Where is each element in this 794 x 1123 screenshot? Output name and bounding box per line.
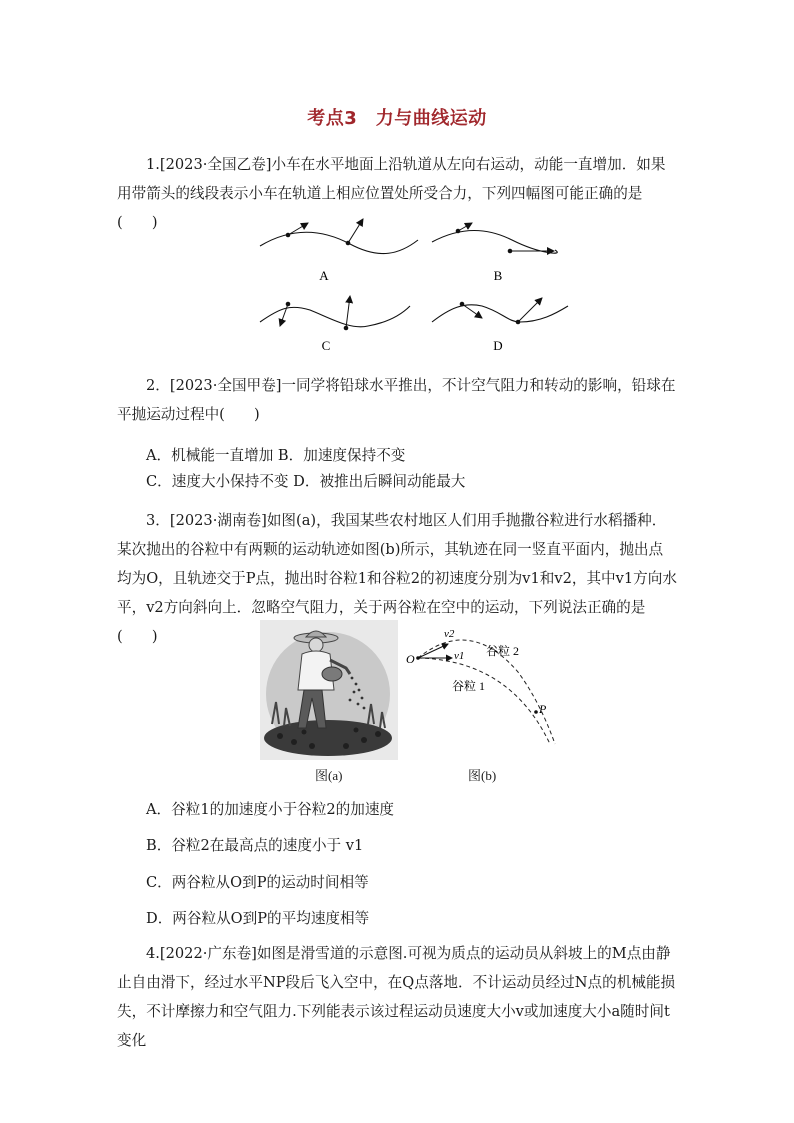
diagram-b-track	[432, 231, 557, 254]
question-1-text: 1.[2023·全国乙卷]小车在水平地面上沿轨道从左向右运动，动能一直增加．如果用带箭头的线段表示小车在轨道上相应位置处所受合力，下列四幅图可能正确的是( )	[117, 156, 666, 231]
label-grain-2: 谷粒 2	[486, 644, 520, 658]
q3-option-d: D．两谷粒从O到P的平均速度相等	[146, 910, 370, 927]
q1-diagrams	[250, 218, 580, 358]
label-grain-1: 谷粒 1	[452, 679, 486, 693]
fig-b-diagram	[400, 622, 570, 757]
page-title: 考点3 力与曲线运动	[307, 108, 487, 129]
label-v1: v1	[454, 650, 465, 662]
diagram-label-a: A	[319, 268, 329, 283]
diagram-a-track	[260, 232, 418, 253]
label-point-p: P	[539, 702, 547, 716]
question-3-text: 3．[2023·湖南卷]如图(a)，我国某些农村地区人们用手抛撒谷粒进行水稻播种．某次抛出的谷粒中有两颗的运动轨迹如图(b)所示，其轨迹在同一竖直平面内，抛出点均为O，且轨迹交于P点，抛出时谷粒1和谷粒2的初速度分别为v1和v2，其中v1方向水平，v2方向斜向上．忽略空气阻力，关于两谷粒在空中的运动，下列说法正确的是( )	[117, 512, 677, 645]
trajectory-grain-1	[418, 658, 550, 744]
diagram-d-track	[432, 305, 568, 322]
q3-option-c: C．两谷粒从O到P的运动时间相等	[146, 874, 369, 891]
diagram-label-b: B	[493, 268, 503, 283]
q2-option-line-2: C．速度大小保持不变 D．被推出后瞬间动能最大	[146, 473, 466, 490]
diagram-label-c: C	[321, 338, 331, 353]
q2-option-line-1: A．机械能一直增加 B．加速度保持不变	[146, 447, 406, 464]
question-4-text: 4.[2022·广东卷]如图是滑雪道的示意图.可视为质点的运动员从斜坡上的M点由静止自由滑下，经过水平NP段后飞入空中，在Q点落地．不计运动员经过N点的机械能损失，不计摩擦力和空气阻力.下列能表示该过程运动员速度大小v或加速度大小a随时间t变化	[117, 945, 676, 1049]
question-4	[117, 939, 677, 1055]
label-origin: O	[406, 652, 415, 666]
q3-option-a: A．谷粒1的加速度小于谷粒2的加速度	[146, 801, 395, 818]
label-v2: v2	[444, 628, 455, 640]
question-2-text: 2．[2023·全国甲卷]一同学将铅球水平推出，不计空气阻力和转动的影响，铅球在平抛运动过程中( )	[117, 377, 676, 423]
diagram-c-track	[260, 306, 410, 327]
fig-a-illustration	[260, 620, 398, 760]
fig-b-caption: 图(b)	[468, 768, 497, 783]
fig-a-caption: 图(a)	[315, 768, 343, 783]
question-2	[117, 371, 677, 429]
diagram-label-d: D	[493, 338, 503, 353]
q3-option-b: B．谷粒2在最高点的速度小于 v1	[146, 837, 364, 854]
